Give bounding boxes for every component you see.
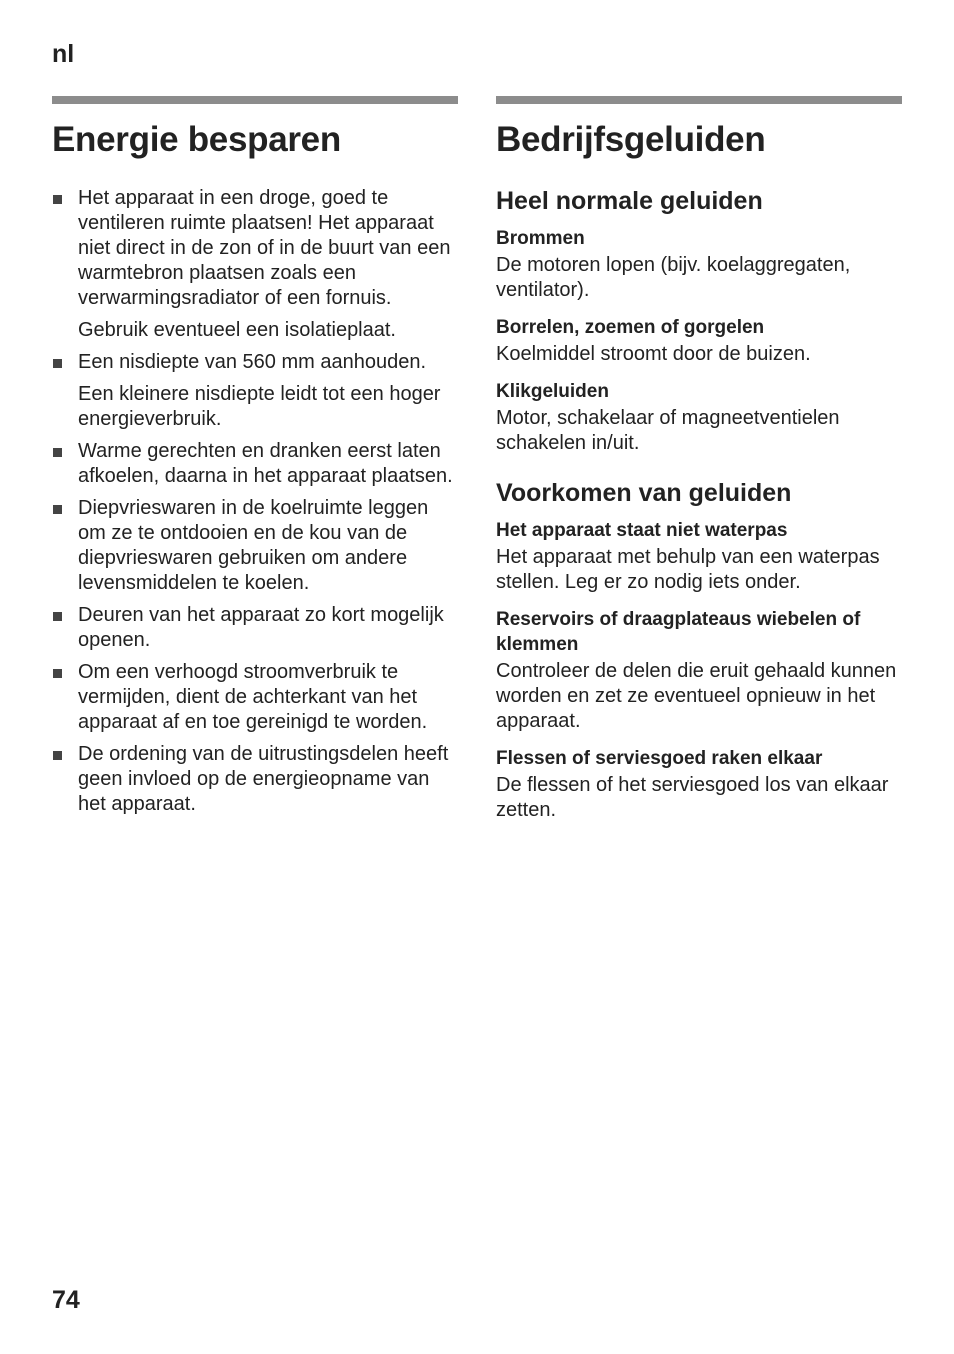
entry-text: Koelmiddel stroomt door de buizen.: [496, 343, 811, 365]
bullet-square-icon: [53, 751, 62, 760]
section-rule: [496, 96, 902, 104]
entry-text: Het apparaat met behulp van een waterpas stellen. Leg er zo nodig iets onder.: [496, 546, 880, 593]
bullet-square-icon: [53, 359, 62, 368]
list-item: [52, 603, 458, 653]
list-item-text: De ordening van de uitrustingsdelen heeft geen invloed op de energieopname van het apparaat.: [78, 743, 449, 815]
entry-title: Flessen of serviesgoed raken elkaar: [496, 748, 823, 769]
list-item-note: Een kleinere nisdiepte leidt tot een hoger energieverbruik.: [78, 383, 441, 430]
operating-noises-title: Bedrijfsgeluiden: [496, 120, 766, 159]
list-item: [52, 350, 458, 432]
energy-saving-column: [52, 96, 458, 824]
list-item-text: Om een verhoogd stroomverbruik te vermijden, dient de achterkant van het apparaat af en toe gereinigd te worden.: [78, 661, 428, 733]
list-item-text: Deuren van het apparaat zo kort mogelijk openen.: [78, 604, 444, 651]
language-label: nl: [52, 40, 75, 68]
entry-title: Brommen: [496, 228, 585, 249]
page-number: 74: [52, 1286, 80, 1314]
entry-text: De motoren lopen (bijv. koelaggregaten, ventilator).: [496, 254, 851, 301]
section-rule: [52, 96, 458, 104]
energy-tips-list: [52, 186, 458, 817]
list-item-text: Warme gerechten en dranken eerst laten afkoelen, daarna in het apparaat plaatsen.: [78, 440, 453, 487]
entry-title: Het apparaat staat niet waterpas: [496, 520, 788, 541]
list-item: [52, 742, 458, 817]
section-heading: Heel normale geluiden: [496, 187, 763, 215]
entry-text: De flessen of het serviesgoed los van elkaar zetten.: [496, 774, 889, 821]
list-item-text: Diepvrieswaren in de koelruimte leggen om ze te ontdooien en de kou van de diepvrieswaren gebruiken om andere levensmiddelen te koelen.: [78, 497, 429, 594]
entry-title: Klikgeluiden: [496, 381, 609, 402]
bullet-square-icon: [53, 669, 62, 678]
entry-text: Motor, schakelaar of magneetventielen schakelen in/uit.: [496, 407, 840, 454]
list-item-text: Een nisdiepte van 560 mm aanhouden.: [78, 351, 427, 373]
bullet-square-icon: [53, 448, 62, 457]
entry-title: Reservoirs of draagplateaus wiebelen of klemmen: [496, 609, 861, 655]
entry-text: Controleer de delen die eruit gehaald kunnen worden en zet ze eventueel opnieuw in het apparaat.: [496, 660, 897, 732]
section-heading: Voorkomen van geluiden: [496, 479, 792, 507]
bullet-square-icon: [53, 195, 62, 204]
energy-saving-title: Energie besparen: [52, 120, 341, 159]
list-item: [52, 186, 458, 343]
entry-title: Borrelen, zoemen of gorgelen: [496, 317, 765, 338]
list-item: [52, 439, 458, 489]
operating-noises-column: [496, 96, 902, 835]
list-item-note: Gebruik eventueel een isolatieplaat.: [78, 319, 396, 341]
list-item: [52, 496, 458, 596]
list-item-text: Het apparaat in een droge, goed te ventileren ruimte plaatsen! Het apparaat niet direct in de zon of in de buurt van een warmtebron plaatsen zoals een verwarmingsradiator of een fornuis.: [78, 187, 451, 309]
bullet-square-icon: [53, 612, 62, 621]
bullet-square-icon: [53, 505, 62, 514]
list-item: [52, 660, 458, 735]
